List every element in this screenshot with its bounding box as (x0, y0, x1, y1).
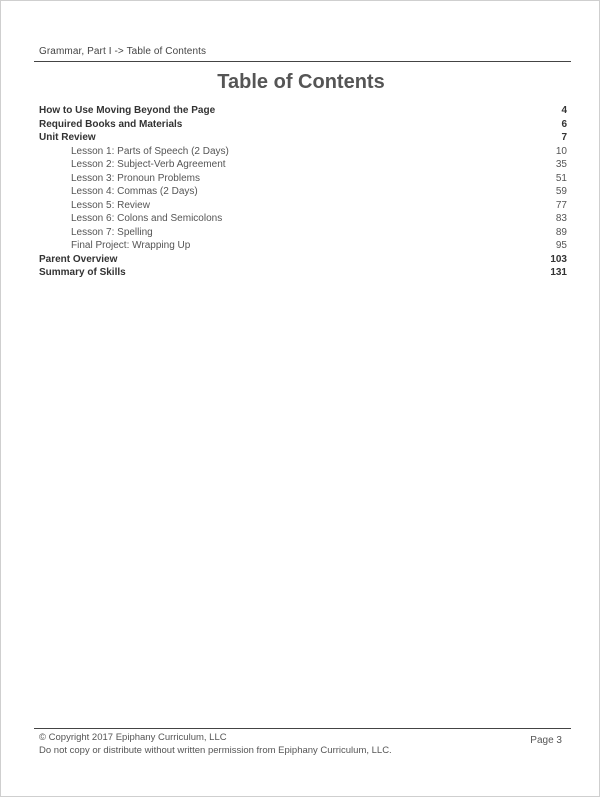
footer-divider (34, 728, 571, 729)
toc-entry-label: Lesson 7: Spelling (71, 226, 153, 238)
toc-entry-label: Lesson 5: Review (71, 199, 150, 211)
toc-entry-page: 103 (550, 253, 567, 265)
toc-entry-label: Lesson 6: Colons and Semicolons (71, 213, 223, 224)
table-of-contents (39, 100, 567, 276)
toc-entry-page: 83 (555, 213, 567, 224)
toc-entry-page: 59 (555, 186, 567, 197)
toc-entry-page: 77 (555, 199, 567, 211)
toc-entry-label: Lesson 1: Parts of Speech (2 Days) (71, 145, 229, 157)
toc-entry[interactable] (39, 141, 567, 155)
toc-entry-label: Unit Review (39, 132, 96, 143)
toc-entry-label: Parent Overview (39, 253, 118, 265)
header-divider (34, 61, 571, 62)
toc-entry-page: 95 (555, 240, 567, 251)
toc-entry-label: Required Books and Materials (39, 118, 183, 130)
toc-entry-label: Final Project: Wrapping Up (71, 240, 191, 251)
toc-entry[interactable] (39, 262, 567, 276)
distribution-notice: Do not copy or distribute without written permission from Epiphany Curriculum, LLC. (39, 745, 392, 756)
page-title: Table of Contents (217, 71, 385, 93)
toc-entry-label: How to Use Moving Beyond the Page (39, 105, 216, 116)
toc-entry-label: Lesson 2: Subject-Verb Agreement (71, 159, 226, 170)
toc-entry-page: 51 (555, 172, 567, 184)
running-head: Grammar, Part I -> Table of Contents (39, 46, 207, 57)
page-number: Page 3 (530, 735, 562, 746)
toc-entry-page: 89 (555, 226, 567, 238)
toc-entry-page: 10 (555, 145, 567, 157)
toc-entry-page: 35 (555, 159, 567, 170)
toc-entry[interactable] (39, 100, 567, 114)
toc-entry-label: Lesson 3: Pronoun Problems (71, 172, 200, 184)
toc-entry-page: 6 (561, 118, 567, 130)
toc-entry-label: Summary of Skills (39, 267, 126, 278)
toc-entry-page: 4 (561, 105, 567, 116)
toc-entry-page: 7 (561, 132, 567, 143)
copyright-notice: © Copyright 2017 Epiphany Curriculum, LLC (39, 732, 227, 743)
toc-entry-page: 131 (550, 267, 567, 278)
toc-entry-label: Lesson 4: Commas (2 Days) (71, 186, 198, 197)
